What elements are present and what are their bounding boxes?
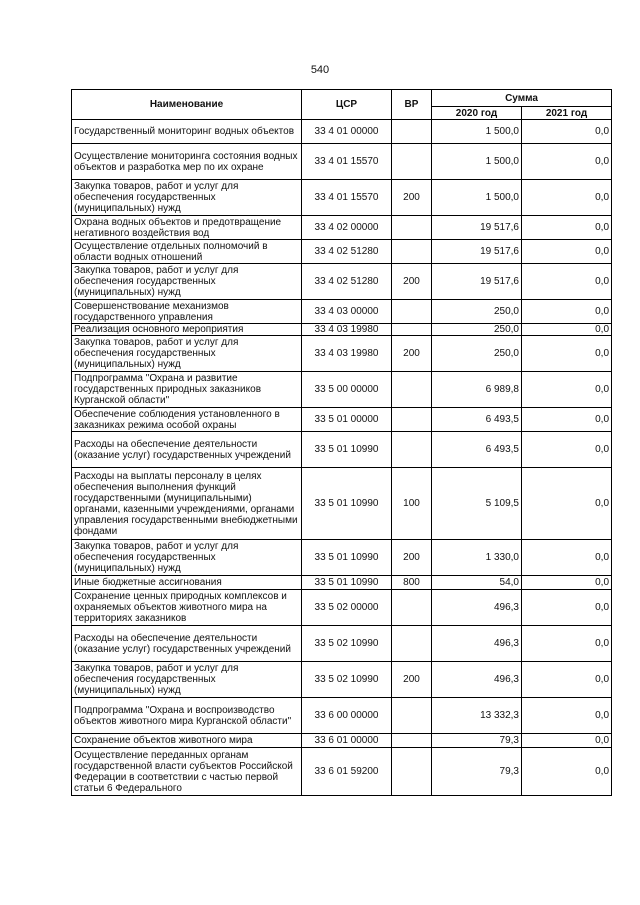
row-sum-2021: 0,0 (522, 120, 612, 144)
row-sum-2020: 1 330,0 (432, 540, 522, 576)
row-sum-2021: 0,0 (522, 698, 612, 734)
row-csr: 33 5 01 10990 (302, 432, 392, 468)
row-vr (392, 216, 432, 240)
table-row (72, 264, 612, 300)
row-csr: 33 6 01 59200 (302, 748, 392, 796)
row-sum-2020: 496,3 (432, 662, 522, 698)
row-name: Иные бюджетные ассигнования (72, 576, 302, 590)
table-row (72, 408, 612, 432)
table-row (72, 626, 612, 662)
row-sum-2021: 0,0 (522, 144, 612, 180)
row-sum-2021: 0,0 (522, 180, 612, 216)
row-sum-2020: 19 517,6 (432, 264, 522, 300)
row-name: Осуществление отдельных полномочий в области водных отношений (72, 240, 302, 264)
row-csr: 33 4 02 51280 (302, 240, 392, 264)
row-vr (392, 240, 432, 264)
row-csr: 33 4 01 00000 (302, 120, 392, 144)
row-csr: 33 5 01 10990 (302, 576, 392, 590)
row-sum-2021: 0,0 (522, 626, 612, 662)
table-row (72, 576, 612, 590)
row-vr: 100 (392, 468, 432, 540)
row-vr (392, 324, 432, 336)
table-body (72, 120, 612, 796)
row-name: Закупка товаров, работ и услуг для обеспечения государственных (муниципальных) нужд (72, 662, 302, 698)
table-row (72, 300, 612, 324)
row-name: Закупка товаров, работ и услуг для обеспечения государственных (муниципальных) нужд (72, 540, 302, 576)
table-row (72, 216, 612, 240)
row-sum-2020: 19 517,6 (432, 216, 522, 240)
row-vr: 200 (392, 662, 432, 698)
row-name: Подпрограмма "Охрана и воспроизводство объектов животного мира Курганской области" (72, 698, 302, 734)
table-row (72, 468, 612, 540)
row-sum-2020: 496,3 (432, 626, 522, 662)
table-row (72, 698, 612, 734)
row-vr (392, 120, 432, 144)
row-csr: 33 4 03 00000 (302, 300, 392, 324)
row-csr: 33 5 02 10990 (302, 662, 392, 698)
table-row (72, 336, 612, 372)
row-vr (392, 590, 432, 626)
header-csr: ЦСР (302, 90, 392, 120)
row-sum-2020: 250,0 (432, 324, 522, 336)
row-sum-2020: 54,0 (432, 576, 522, 590)
row-name: Реализация основного мероприятия (72, 324, 302, 336)
row-sum-2021: 0,0 (522, 662, 612, 698)
row-csr: 33 4 01 15570 (302, 180, 392, 216)
row-name: Закупка товаров, работ и услуг для обеспечения государственных (муниципальных) нужд (72, 264, 302, 300)
row-csr: 33 5 01 10990 (302, 468, 392, 540)
table-row (72, 590, 612, 626)
row-sum-2021: 0,0 (522, 468, 612, 540)
row-name: Осуществление переданных органам государственной власти субъектов Российской Федерации в соответствии с частью первой статьи 6 Федерального (72, 748, 302, 796)
row-sum-2020: 250,0 (432, 336, 522, 372)
table-row (72, 144, 612, 180)
row-sum-2021: 0,0 (522, 264, 612, 300)
row-csr: 33 4 02 00000 (302, 216, 392, 240)
row-vr: 200 (392, 540, 432, 576)
row-sum-2021: 0,0 (522, 408, 612, 432)
table-row (72, 324, 612, 336)
row-sum-2020: 5 109,5 (432, 468, 522, 540)
row-name: Охрана водных объектов и предотвращение негативного воздействия вод (72, 216, 302, 240)
row-csr: 33 4 01 15570 (302, 144, 392, 180)
row-vr: 200 (392, 180, 432, 216)
row-sum-2020: 6 493,5 (432, 432, 522, 468)
table-row (72, 240, 612, 264)
row-sum-2020: 13 332,3 (432, 698, 522, 734)
row-name: Осуществление мониторинга состояния водных объектов и разработка мер по их охране (72, 144, 302, 180)
row-vr (392, 372, 432, 408)
table-row (72, 180, 612, 216)
row-csr: 33 5 00 00000 (302, 372, 392, 408)
row-vr (392, 734, 432, 748)
row-csr: 33 6 01 00000 (302, 734, 392, 748)
row-vr (392, 408, 432, 432)
row-sum-2020: 496,3 (432, 590, 522, 626)
row-csr: 33 4 03 19980 (302, 324, 392, 336)
row-name: Подпрограмма "Охрана и развитие государственных природных заказников Курганской области" (72, 372, 302, 408)
row-sum-2021: 0,0 (522, 576, 612, 590)
row-sum-2021: 0,0 (522, 372, 612, 408)
row-sum-2021: 0,0 (522, 432, 612, 468)
budget-table (71, 89, 612, 796)
row-vr (392, 748, 432, 796)
row-sum-2021: 0,0 (522, 216, 612, 240)
row-name: Расходы на обеспечение деятельности (оказание услуг) государственных учреждений (72, 626, 302, 662)
row-csr: 33 5 01 10990 (302, 540, 392, 576)
row-sum-2021: 0,0 (522, 300, 612, 324)
header-name: Наименование (72, 90, 302, 120)
row-vr: 800 (392, 576, 432, 590)
table-row (72, 540, 612, 576)
page-number: 540 (310, 64, 330, 76)
row-csr: 33 5 01 00000 (302, 408, 392, 432)
header-vr: ВР (392, 90, 432, 120)
row-name: Сохранение объектов животного мира (72, 734, 302, 748)
row-sum-2020: 19 517,6 (432, 240, 522, 264)
table-row (72, 120, 612, 144)
row-csr: 33 4 03 19980 (302, 336, 392, 372)
row-sum-2020: 1 500,0 (432, 144, 522, 180)
row-name: Закупка товаров, работ и услуг для обеспечения государственных (муниципальных) нужд (72, 180, 302, 216)
row-sum-2021: 0,0 (522, 336, 612, 372)
row-vr: 200 (392, 336, 432, 372)
row-name: Расходы на выплаты персоналу в целях обеспечения выполнения функций государственными (муниципальными) органами, казенными учреждениями, органами управления государственными внебюджетными фондами (72, 468, 302, 540)
row-csr: 33 6 00 00000 (302, 698, 392, 734)
row-sum-2020: 250,0 (432, 300, 522, 324)
header-year-2020: 2020 год (432, 107, 522, 120)
table-row (72, 372, 612, 408)
table-row (72, 662, 612, 698)
row-csr: 33 4 02 51280 (302, 264, 392, 300)
row-name: Совершенствование механизмов государственного управления (72, 300, 302, 324)
row-vr (392, 698, 432, 734)
row-sum-2020: 79,3 (432, 748, 522, 796)
row-csr: 33 5 02 10990 (302, 626, 392, 662)
row-name: Расходы на обеспечение деятельности (оказание услуг) государственных учреждений (72, 432, 302, 468)
row-name: Обеспечение соблюдения установленного в заказниках режима особой охраны (72, 408, 302, 432)
table-row (72, 734, 612, 748)
row-sum-2020: 79,3 (432, 734, 522, 748)
header-sum: Сумма (432, 90, 612, 107)
row-sum-2020: 6 493,5 (432, 408, 522, 432)
row-name: Закупка товаров, работ и услуг для обеспечения государственных (муниципальных) нужд (72, 336, 302, 372)
row-name: Государственный мониторинг водных объектов (72, 120, 302, 144)
row-sum-2020: 1 500,0 (432, 180, 522, 216)
row-vr: 200 (392, 264, 432, 300)
row-csr: 33 5 02 00000 (302, 590, 392, 626)
table-row (72, 432, 612, 468)
row-sum-2021: 0,0 (522, 748, 612, 796)
row-sum-2020: 6 989,8 (432, 372, 522, 408)
row-vr (392, 626, 432, 662)
row-sum-2021: 0,0 (522, 324, 612, 336)
row-sum-2021: 0,0 (522, 590, 612, 626)
row-vr (392, 432, 432, 468)
row-vr (392, 144, 432, 180)
row-name: Сохранение ценных природных комплексов и охраняемых объектов животного мира на территориях заказников (72, 590, 302, 626)
row-sum-2020: 1 500,0 (432, 120, 522, 144)
row-vr (392, 300, 432, 324)
header-year-2021: 2021 год (522, 107, 612, 120)
row-sum-2021: 0,0 (522, 240, 612, 264)
row-sum-2021: 0,0 (522, 734, 612, 748)
row-sum-2021: 0,0 (522, 540, 612, 576)
table-row (72, 748, 612, 796)
